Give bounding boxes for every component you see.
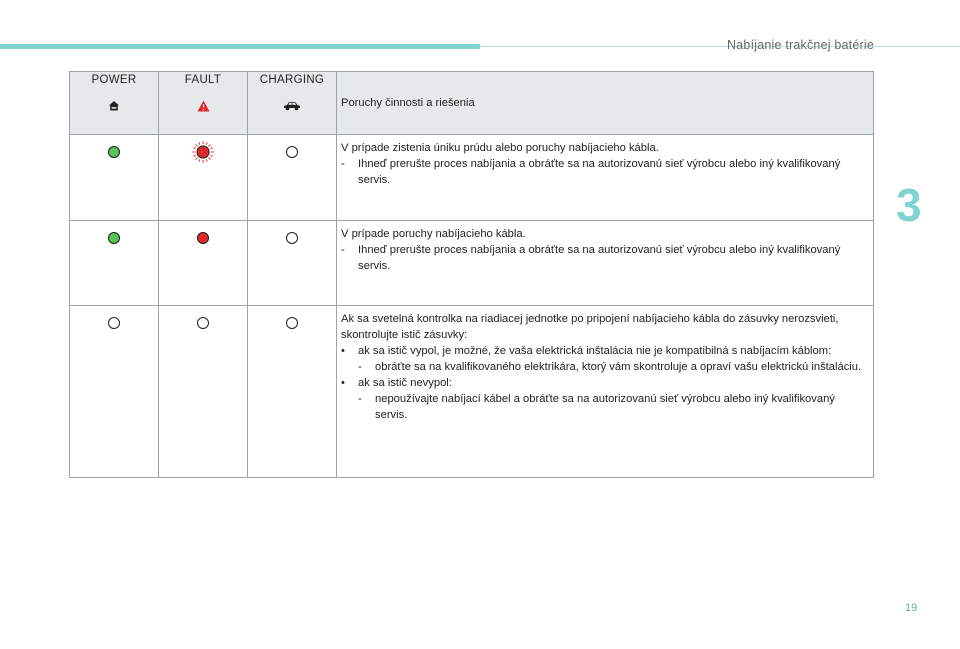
list-marker: • [341, 377, 345, 389]
charging-cell [248, 135, 337, 221]
row-intro: V prípade zistenia úniku prúdu alebo poruchy nabíjacieho kábla. [341, 142, 659, 154]
description-cell [337, 221, 874, 306]
header-accent-line [480, 46, 960, 47]
row-intro: V prípade poruchy nabíjacieho kábla. [341, 228, 526, 240]
description-column-header: Poruchy činnosti a riešenia [337, 72, 874, 135]
power-cell [70, 221, 159, 306]
charging-column-header [248, 72, 337, 135]
list-marker: - [341, 158, 345, 170]
list-item-text: Ihneď prerušte proces nabíjania a obráťte sa na autorizovanú sieť výrobcu alebo iný kvalifikovaný servis. [358, 244, 841, 272]
charging-status-table [69, 71, 874, 478]
chapter-number: 3 [896, 179, 922, 231]
power-led-off [108, 317, 120, 329]
list-marker: • [341, 345, 345, 357]
charging-led-off [286, 317, 298, 329]
list-item [341, 242, 867, 274]
warning-triangle-icon [197, 100, 210, 112]
description-cell [337, 135, 874, 221]
list-subitem [341, 359, 867, 375]
list-item-text: ak sa istič nevypol: [358, 377, 452, 389]
list-marker: - [341, 244, 345, 256]
charging-led-off [286, 232, 298, 244]
fault-led-red [197, 232, 209, 244]
fault-led-off [197, 317, 209, 329]
list-item-text: Ihneď prerušte proces nabíjania a obráťte sa na autorizovanú sieť výrobcu alebo iný kvalifikovaný servis. [358, 158, 841, 186]
fault-cell [159, 221, 248, 306]
list-item-text: nepoužívajte nabíjací kábel a obráťte sa na autorizovanú sieť výrobcu alebo iný kvalifikovaný servis. [375, 393, 835, 421]
page-title: Nabíjanie trakčnej batérie [727, 38, 874, 52]
list-item-text: ak sa istič vypol, je možné, že vaša elektrická inštalácia nie je kompatibilná s nabíjacím káblom: [358, 345, 832, 357]
charging-cell [248, 306, 337, 478]
house-icon [108, 100, 120, 112]
list-item [341, 343, 867, 359]
fault-cell [159, 306, 248, 478]
description-cell [337, 306, 874, 478]
power-led-green [108, 146, 120, 158]
charging-label: CHARGING [259, 74, 325, 86]
charging-led-off [286, 146, 298, 158]
fault-led-red-blinking-icon [192, 141, 214, 163]
page-number: 19 [905, 602, 918, 614]
list-item [341, 375, 867, 391]
fault-cell [159, 135, 248, 221]
power-led-green [108, 232, 120, 244]
table-header-row [70, 72, 874, 135]
table-row [70, 135, 874, 221]
row-intro: Ak sa svetelná kontrolka na riadiacej jednotke po pripojení nabíjacieho kábla do zásuvky nerozsvieti, skontrolujte istič zásuvky: [341, 313, 839, 341]
table-row [70, 306, 874, 478]
list-marker: - [358, 361, 362, 373]
car-icon [283, 100, 301, 112]
header-accent-bar [0, 44, 480, 49]
power-cell [70, 135, 159, 221]
fault-column-header [159, 72, 248, 135]
power-column-header [70, 72, 159, 135]
list-item [341, 156, 867, 188]
power-label: POWER [91, 74, 137, 86]
list-subitem [341, 391, 867, 423]
fault-label: FAULT [184, 74, 222, 86]
power-cell [70, 306, 159, 478]
list-item-text: obráťte sa na kvalifikovaného elektrikára, ktorý vám skontroluje a opraví vašu elektrickú inštaláciu. [375, 361, 862, 373]
table-row [70, 221, 874, 306]
charging-cell [248, 221, 337, 306]
list-marker: - [358, 393, 362, 405]
